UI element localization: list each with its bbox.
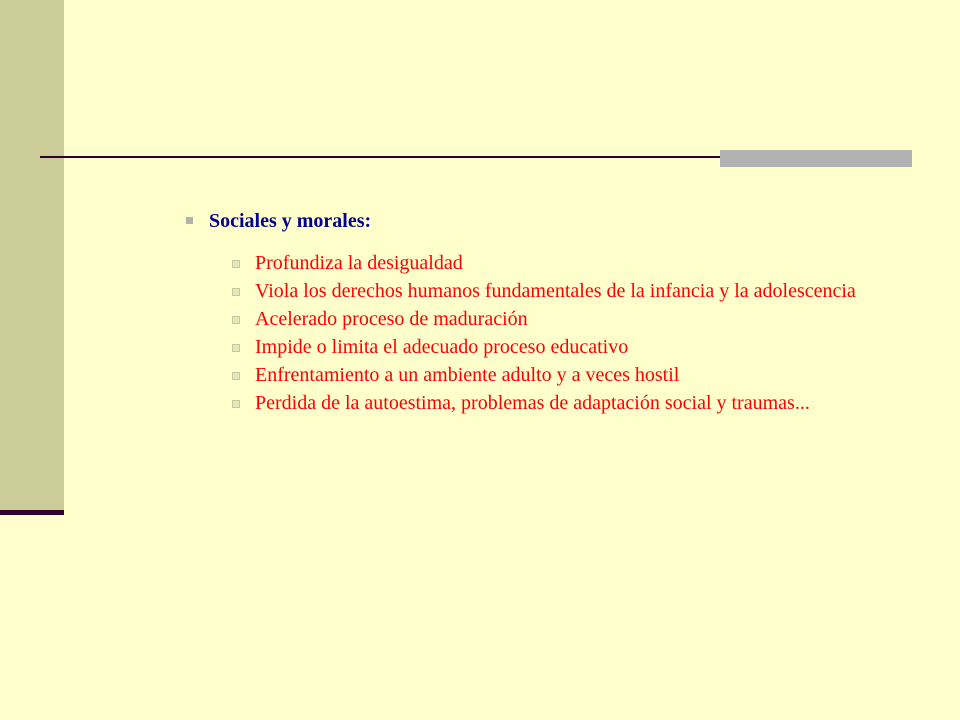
list-item-text: Enfrentamiento a un ambiente adulto y a veces hostil: [255, 364, 680, 386]
list-item: [232, 281, 886, 301]
square-bullet-icon: [232, 372, 240, 380]
list-item-text: Viola los derechos humanos fundamentales de la infancia y la adolescencia: [255, 280, 856, 302]
slide-content: [186, 210, 886, 421]
title-rule-accent: [720, 150, 912, 167]
square-bullet-icon: [232, 400, 240, 408]
side-band: [0, 0, 64, 512]
square-bullet-icon: [232, 260, 240, 268]
list-item: [232, 253, 886, 273]
main-bullet: [186, 210, 886, 233]
square-bullet-icon: [232, 316, 240, 324]
square-bullet-icon: [232, 344, 240, 352]
list-item-text: Profundiza la desigualdad: [255, 252, 463, 274]
list-item-text: Perdida de la autoestima, problemas de adaptación social y traumas...: [255, 392, 810, 414]
list-item: [232, 337, 886, 357]
list-item: [232, 365, 886, 385]
sub-bullet-list: [186, 253, 886, 413]
section-heading: Sociales y morales:: [209, 210, 372, 232]
list-item: [232, 393, 886, 413]
square-bullet-icon: [186, 217, 193, 224]
list-item-text: Acelerado proceso de maduración: [255, 308, 528, 330]
side-band-footer-line: [0, 510, 64, 515]
list-item: [232, 309, 886, 329]
square-bullet-icon: [232, 288, 240, 296]
list-item-text: Impide o limita el adecuado proceso educativo: [255, 336, 629, 358]
